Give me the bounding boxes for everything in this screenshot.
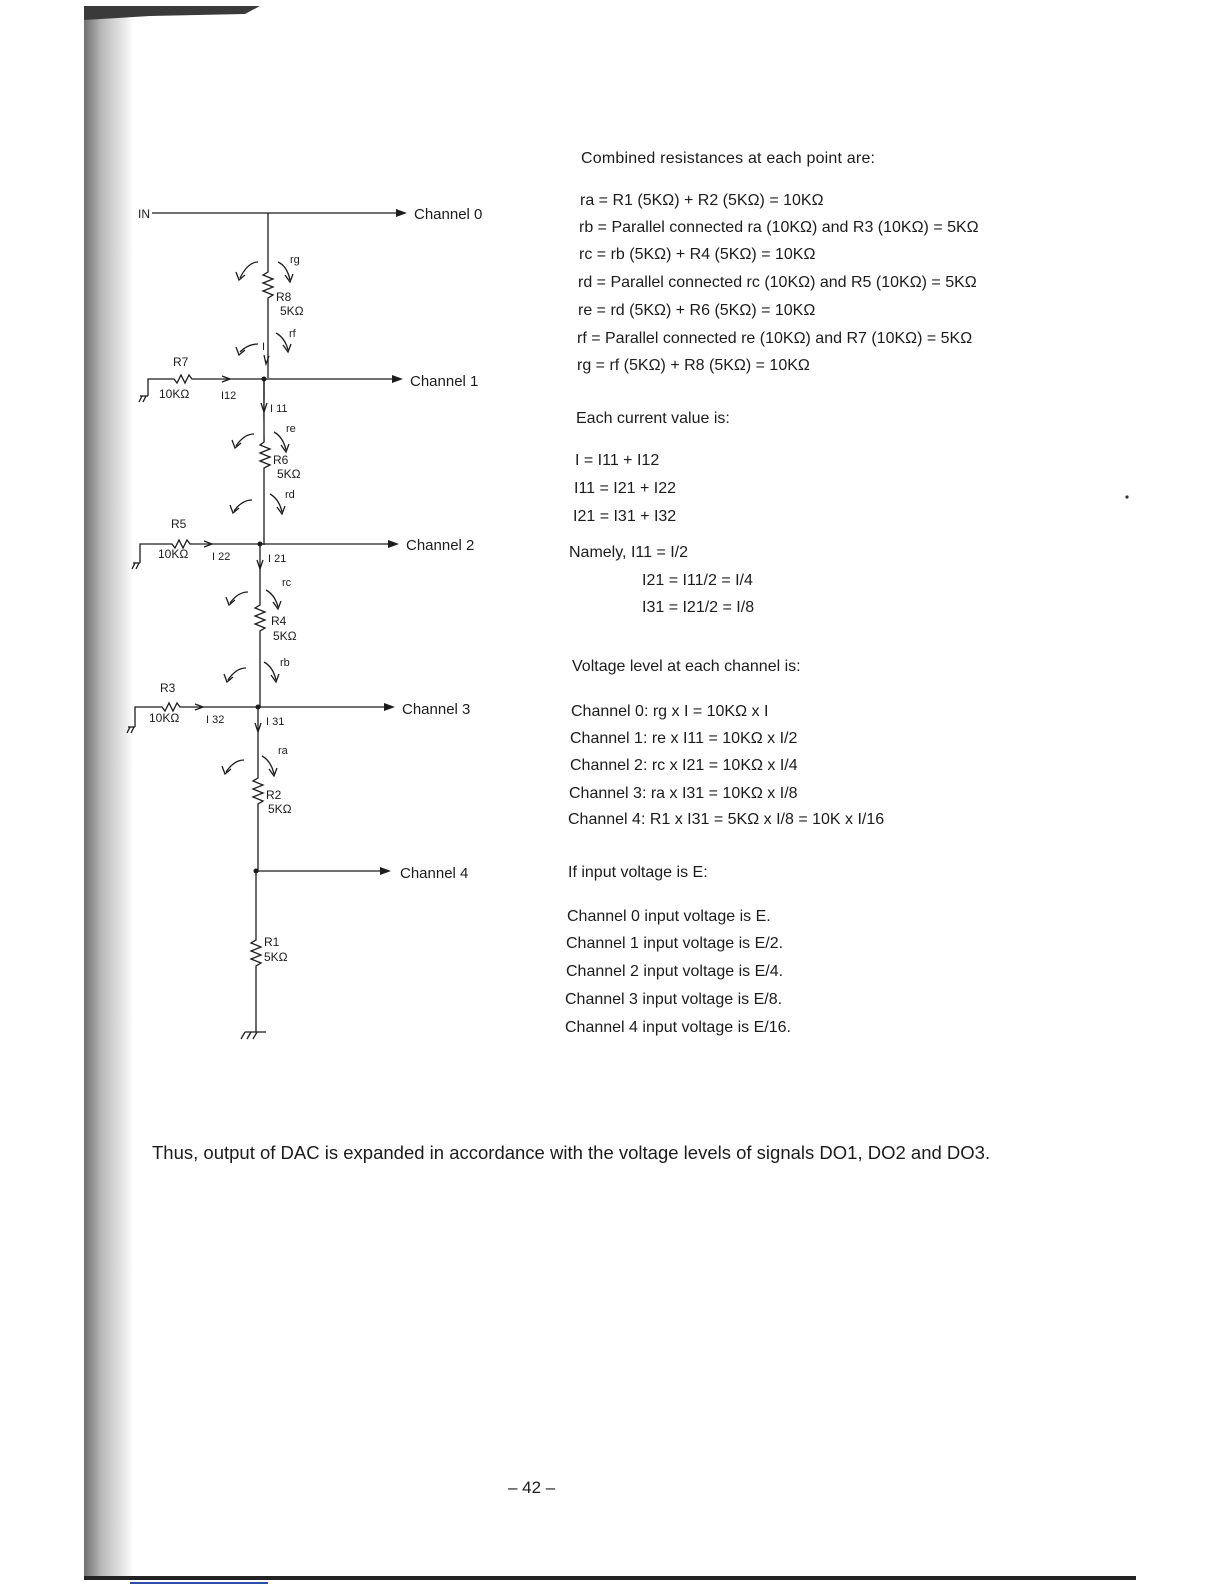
voltages-heading: Voltage level at each channel is: [572,658,801,675]
r6-name: R6 [273,453,289,467]
resistance-rc: rc = rb (5KΩ) + R4 (5KΩ) = 10KΩ [579,246,816,263]
namely-line-2: I21 = I11/2 = I/4 [642,572,753,589]
channel-4-label: Channel 4 [400,865,469,882]
rd-label: rd [285,489,295,501]
input-channel-3: Channel 3 input voltage is E/8. [565,991,783,1008]
current-eq-2: I11 = I21 + I22 [574,480,677,497]
channel-1-label: Channel 1 [410,373,479,390]
re-label: re [286,423,296,435]
r5-name: R5 [171,517,187,531]
resistance-rf: rf = Parallel connected re (10KΩ) and R7 (10KΩ) = 5KΩ [577,330,973,347]
resistor-ladder-diagram [0,0,540,1060]
voltage-channel-3: Channel 3: ra x I31 = 10KΩ x I/8 [569,785,798,802]
voltage-channel-1: Channel 1: re x I11 = 10KΩ x I/2 [570,730,798,747]
current-eq-1: I = I11 + I12 [575,452,660,469]
rg-label: rg [290,254,300,266]
current-i21-label: I 21 [268,553,287,565]
input-channel-0: Channel 0 input voltage is E. [567,908,771,925]
input-channel-2: Channel 2 input voltage is E/4. [566,963,784,980]
rb-label: rb [280,657,290,669]
resistance-rg: rg = rf (5KΩ) + R8 (5KΩ) = 10KΩ [577,357,810,374]
rc-label: rc [282,577,292,589]
r4-value: 5KΩ [273,629,297,643]
r8-value: 5KΩ [280,304,304,318]
inputs-heading: If input voltage is E: [568,864,708,881]
r2-value: 5KΩ [268,802,292,816]
namely-line-3: I31 = I21/2 = I/8 [642,599,755,616]
r3-name: R3 [160,681,176,695]
r6-value: 5KΩ [277,467,301,481]
channel-2-label: Channel 2 [406,537,475,554]
r7-value: 10KΩ [159,387,190,401]
conclusion-paragraph: Thus, output of DAC is expanded in accordance with the voltage levels of signals DO1, DO2 and DO3. [152,1142,991,1163]
voltage-channel-2: Channel 2: rc x I21 = 10KΩ x I/4 [570,757,798,774]
r7-name: R7 [173,355,189,369]
r1-name: R1 [264,935,280,949]
namely-line-1: Namely, I11 = I/2 [569,544,689,561]
input-channel-1: Channel 1 input voltage is E/2. [566,935,784,952]
resistance-ra: ra = R1 (5KΩ) + R2 (5KΩ) = 10KΩ [580,192,824,209]
rf-label: rf [289,328,296,340]
r8-name: R8 [276,290,292,304]
channel-0-label: Channel 0 [414,206,483,223]
r5-value: 10KΩ [158,547,189,561]
current-eq-3: I21 = I31 + I32 [573,508,677,525]
r1-value: 5KΩ [264,950,288,964]
current-i-label: I [262,341,266,353]
current-i32-label: I 32 [206,714,225,726]
current-i11-label: I 11 [270,403,288,415]
resistance-rd: rd = Parallel connected rc (10KΩ) and R5 (10KΩ) = 5KΩ [578,274,977,291]
page-number: – 42 – [508,1478,556,1497]
currents-heading: Each current value is: [576,410,730,427]
r2-name: R2 [266,788,282,802]
r4-name: R4 [271,614,287,628]
input-channel-4: Channel 4 input voltage is E/16. [565,1019,791,1036]
channel-3-label: Channel 3 [402,701,471,718]
ra-label: ra [278,745,288,757]
r3-value: 10KΩ [149,711,180,725]
resistance-arrows [222,262,293,776]
resistances-heading: Combined resistances at each point are: [581,150,876,167]
current-i22-label: I 22 [212,551,231,563]
voltage-channel-0: Channel 0: rg x I = 10KΩ x I [571,703,769,720]
resistance-rb: rb = Parallel connected ra (10KΩ) and R3 (10KΩ) = 5KΩ [579,219,979,236]
current-i12-label: I12 [221,390,237,402]
resistance-re: re = rd (5KΩ) + R6 (5KΩ) = 10KΩ [578,302,816,319]
current-i31-label: I 31 [266,716,285,728]
voltage-channel-4: Channel 4: R1 x I31 = 5KΩ x I/8 = 10K x I/16 [568,811,885,828]
input-label: IN [138,207,150,221]
